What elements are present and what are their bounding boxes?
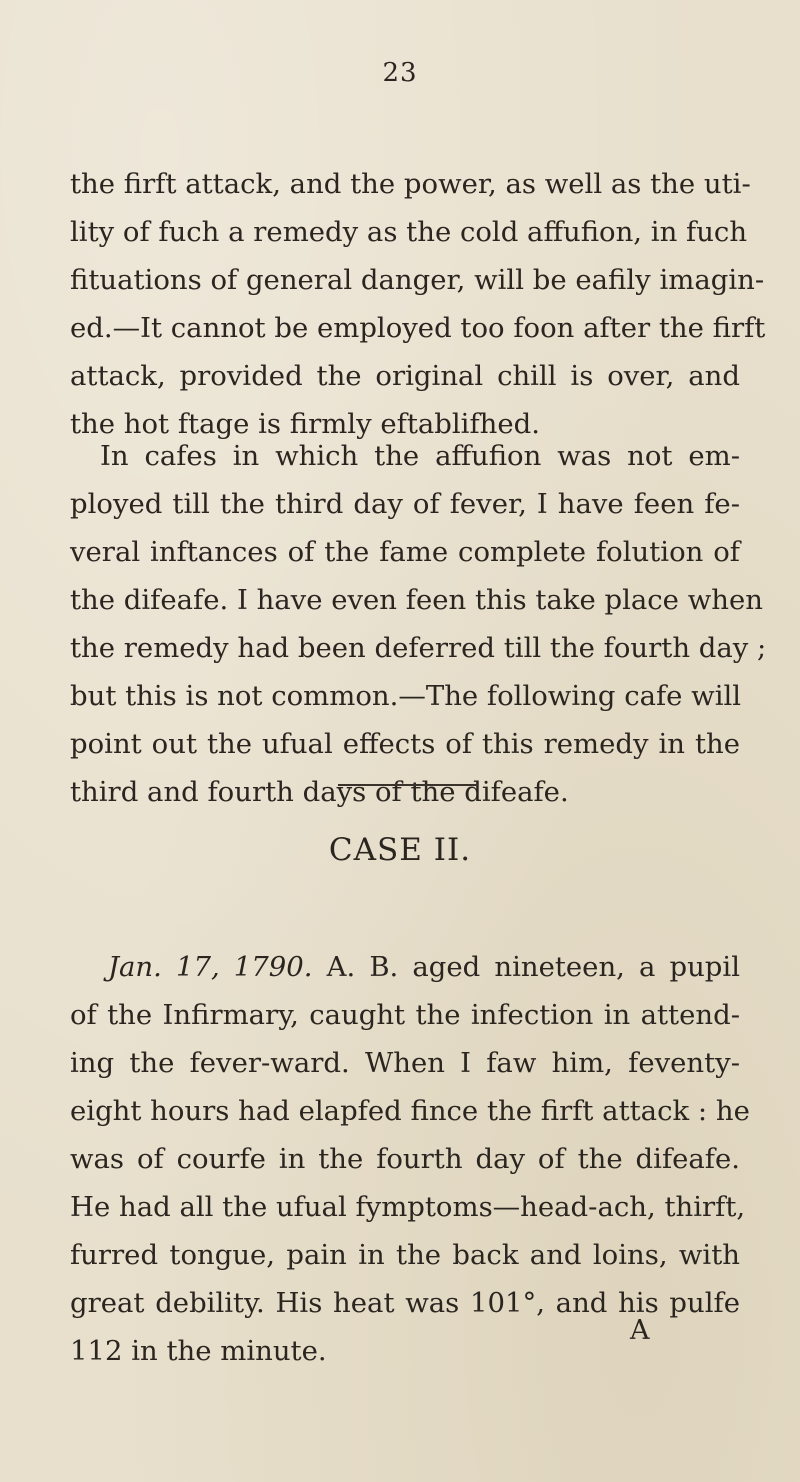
text-line: fituations of general danger, will be eafily imagin- — [70, 264, 765, 296]
text-line: was of courfe in the fourth day of the difeafe. — [70, 1143, 740, 1175]
page-number: 23 — [382, 58, 418, 88]
paragraph-cases — [70, 432, 767, 816]
text-line: veral inftances of the fame complete folution of — [70, 536, 740, 568]
text-line: but this is not common.—The following cafe will — [70, 680, 742, 712]
text-line: attack, provided the original chill is over, and — [70, 360, 740, 392]
text-line: of the Infirmary, caught the infection in attend- — [70, 999, 740, 1031]
case-date: Jan. 17, 1790. — [108, 951, 313, 983]
text-line: ed.—It cannot be employed too foon after the firft — [70, 312, 766, 344]
paragraph-case-report — [70, 943, 750, 1375]
text-line: He had all the ufual fymptoms—head-ach, thirft, — [70, 1191, 746, 1223]
text-line: the remedy had been deferred till the fourth day ; — [70, 632, 767, 664]
text-line: ployed till the third day of fever, I have feen fe- — [70, 488, 740, 520]
text-line: the hot ftage is firmly eftablifhed. — [70, 408, 540, 440]
paragraph-continuation — [70, 160, 766, 448]
text-line: ing the fever-ward. When I faw him, feventy- — [70, 1047, 740, 1079]
text-line: eight hours had elapfed fince the firft attack : he — [70, 1095, 750, 1127]
text-line-first — [70, 943, 740, 991]
text-line: furred tongue, pain in the back and loins, with — [70, 1239, 740, 1271]
text-line: the firft attack, and the power, as well as the uti- — [70, 168, 751, 200]
text-line: In cafes in which the affufion was not em- — [100, 440, 740, 472]
text-line: the difeafe. I have even feen this take place when — [70, 584, 763, 616]
text-line: third and fourth days of the difeafe. — [70, 776, 569, 808]
text-line: great debility. His heat was 101°, and his pulfe — [70, 1287, 740, 1319]
text-span: A. B. aged nineteen, a pupil — [326, 951, 740, 983]
case-heading: CASE II. — [328, 832, 472, 868]
text-line: lity of fuch a remedy as the cold affufion, in fuch — [70, 216, 748, 248]
text-line: point out the ufual effects of this remedy in the — [70, 728, 740, 760]
catchword: A — [630, 1315, 650, 1346]
section-divider — [338, 784, 478, 786]
text-line: 112 in the minute. — [70, 1335, 327, 1367]
